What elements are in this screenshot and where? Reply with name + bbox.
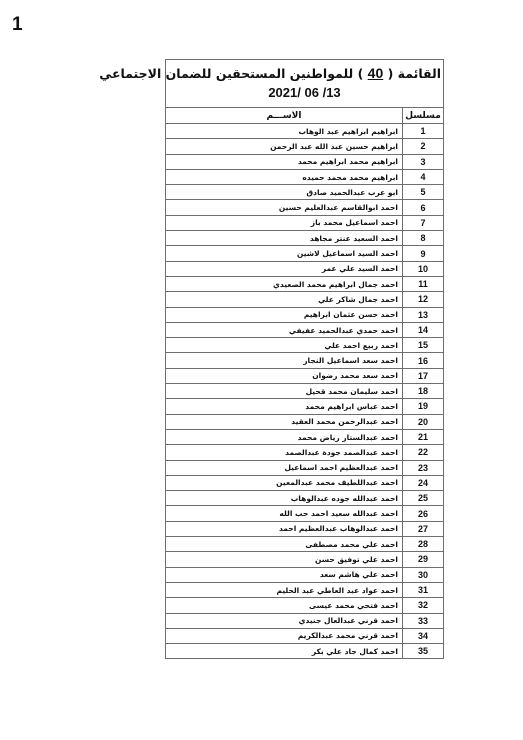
table-row (166, 582, 443, 597)
name-cell: ابراهيم حسين عبد الله عبد الرحمن (166, 139, 403, 154)
serial-column-header: مسلسل (403, 108, 444, 124)
table-row (166, 598, 443, 613)
serial-cell: 20 (403, 414, 444, 429)
serial-cell: 26 (403, 506, 444, 521)
serial-cell: 31 (403, 582, 444, 597)
serial-cell: 5 (403, 185, 444, 200)
serial-cell: 6 (403, 200, 444, 215)
table-row (166, 200, 443, 215)
table-row (166, 491, 443, 506)
table-row (166, 552, 443, 567)
name-cell: احمد عبدالعظيم احمد اسماعيل (166, 460, 403, 475)
name-cell: احمد علي هاشم سعد (166, 567, 403, 582)
serial-cell: 17 (403, 368, 444, 383)
beneficiaries-list-sheet (99, 59, 444, 659)
name-cell: ابراهيم محمد ابراهيم محمد (166, 154, 403, 169)
names-table (166, 108, 443, 658)
table-row (166, 154, 443, 169)
serial-cell: 9 (403, 246, 444, 261)
serial-cell: 3 (403, 154, 444, 169)
table-row (166, 414, 443, 429)
list-header (99, 60, 443, 108)
name-cell: احمد عبدالستار رياض محمد (166, 429, 403, 444)
name-cell: احمد عبداللطيف محمد عبدالمعين (166, 475, 403, 490)
table-row (166, 506, 443, 521)
serial-cell: 2 (403, 139, 444, 154)
table-row (166, 399, 443, 414)
serial-cell: 33 (403, 613, 444, 628)
table-row (166, 185, 443, 200)
serial-cell: 16 (403, 353, 444, 368)
table-row (166, 537, 443, 552)
name-cell: احمد قرني عبدالعال جنيدي (166, 613, 403, 628)
name-cell: احمد السيد علي عمر (166, 261, 403, 276)
name-cell: احمد علي توفيق حسن (166, 552, 403, 567)
table-row (166, 231, 443, 246)
table-row (166, 384, 443, 399)
list-date: 13/ 06 /2021 (268, 85, 341, 100)
table-row (166, 460, 443, 475)
name-cell: ابراهيم محمد محمد حميده (166, 169, 403, 184)
serial-cell: 11 (403, 276, 444, 291)
table-row (166, 169, 443, 184)
table-row (166, 368, 443, 383)
table-row (166, 445, 443, 460)
name-cell: احمد سعد محمد رضوان (166, 368, 403, 383)
title-suffix: ) للمواطنين المستحقين للضمان الاجتماعي (99, 66, 364, 81)
serial-cell: 23 (403, 460, 444, 475)
table-row (166, 124, 443, 139)
table-row (166, 246, 443, 261)
serial-cell: 24 (403, 475, 444, 490)
name-cell: احمد عبدالله جوده عبدالوهاب (166, 491, 403, 506)
table-row (166, 276, 443, 291)
name-cell: احمد السعيد عنتر مجاهد (166, 231, 403, 246)
name-cell: احمد حسن عثمان ابراهيم (166, 307, 403, 322)
name-cell: احمد عبدالرحمن محمد العقيد (166, 414, 403, 429)
serial-cell: 10 (403, 261, 444, 276)
list-number: 40 (367, 65, 384, 81)
list-title (99, 64, 441, 83)
name-column-header: الاســـم (166, 108, 403, 124)
serial-cell: 22 (403, 445, 444, 460)
name-cell: احمد جمال شاكر علي (166, 292, 403, 307)
serial-cell: 8 (403, 231, 444, 246)
serial-cell: 4 (403, 169, 444, 184)
table-row (166, 521, 443, 536)
serial-cell: 34 (403, 628, 444, 643)
serial-cell: 35 (403, 644, 444, 659)
serial-cell: 29 (403, 552, 444, 567)
table-row (166, 628, 443, 643)
serial-cell: 1 (403, 124, 444, 139)
name-cell: احمد السيد اسماعيل لاشين (166, 246, 403, 261)
name-cell: ابو عرب عبدالحميد صادق (166, 185, 403, 200)
serial-cell: 18 (403, 384, 444, 399)
name-cell: احمد عبدالصمد جودة عبدالصمد (166, 445, 403, 460)
table-row (166, 322, 443, 337)
table-row (166, 429, 443, 444)
name-cell: احمد اسماعيل محمد باز (166, 215, 403, 230)
table-row (166, 353, 443, 368)
serial-cell: 13 (403, 307, 444, 322)
table-row (166, 338, 443, 353)
table-row (166, 567, 443, 582)
serial-cell: 27 (403, 521, 444, 536)
name-cell: احمد عبدالله سعيد احمد حب الله (166, 506, 403, 521)
table-row (166, 307, 443, 322)
serial-cell: 21 (403, 429, 444, 444)
title-prefix: القائمة ( (387, 66, 441, 81)
serial-cell: 30 (403, 567, 444, 582)
serial-cell: 14 (403, 322, 444, 337)
table-row (166, 644, 443, 659)
serial-cell: 7 (403, 215, 444, 230)
name-cell: احمد قرني محمد عبدالكريم (166, 628, 403, 643)
table-header-row (166, 108, 443, 124)
name-cell: احمد عبدالوهاب عبدالعظيم احمد (166, 521, 403, 536)
name-cell: احمد سليمان محمد قحيل (166, 384, 403, 399)
name-cell: احمد فتحي محمد عيسى (166, 598, 403, 613)
name-cell: ابراهيم ابراهيم عبد الوهاب (166, 124, 403, 139)
table-row (166, 261, 443, 276)
table-row (166, 139, 443, 154)
page-number: 1 (12, 14, 23, 35)
table-row (166, 475, 443, 490)
serial-cell: 15 (403, 338, 444, 353)
table-row (166, 215, 443, 230)
serial-cell: 28 (403, 537, 444, 552)
serial-cell: 32 (403, 598, 444, 613)
name-cell: احمد كمال جاد علي بكر (166, 644, 403, 659)
name-cell: احمد سعد اسماعيل النجار (166, 353, 403, 368)
table-row (166, 613, 443, 628)
serial-cell: 12 (403, 292, 444, 307)
name-cell: احمد حمدي عبدالحميد عفيفي (166, 322, 403, 337)
name-cell: احمد ربيع احمد علي (166, 338, 403, 353)
table-row (166, 292, 443, 307)
name-cell: احمد جمال ابراهيم محمد الصعيدي (166, 276, 403, 291)
name-cell: احمد ابوالقاسم عبدالعليم حسين (166, 200, 403, 215)
serial-cell: 25 (403, 491, 444, 506)
serial-cell: 19 (403, 399, 444, 414)
name-cell: احمد عباس ابراهيم محمد (166, 399, 403, 414)
name-cell: احمد علي محمد مصطفى (166, 537, 403, 552)
name-cell: احمد عواد عبد العاطي عبد الحليم (166, 582, 403, 597)
